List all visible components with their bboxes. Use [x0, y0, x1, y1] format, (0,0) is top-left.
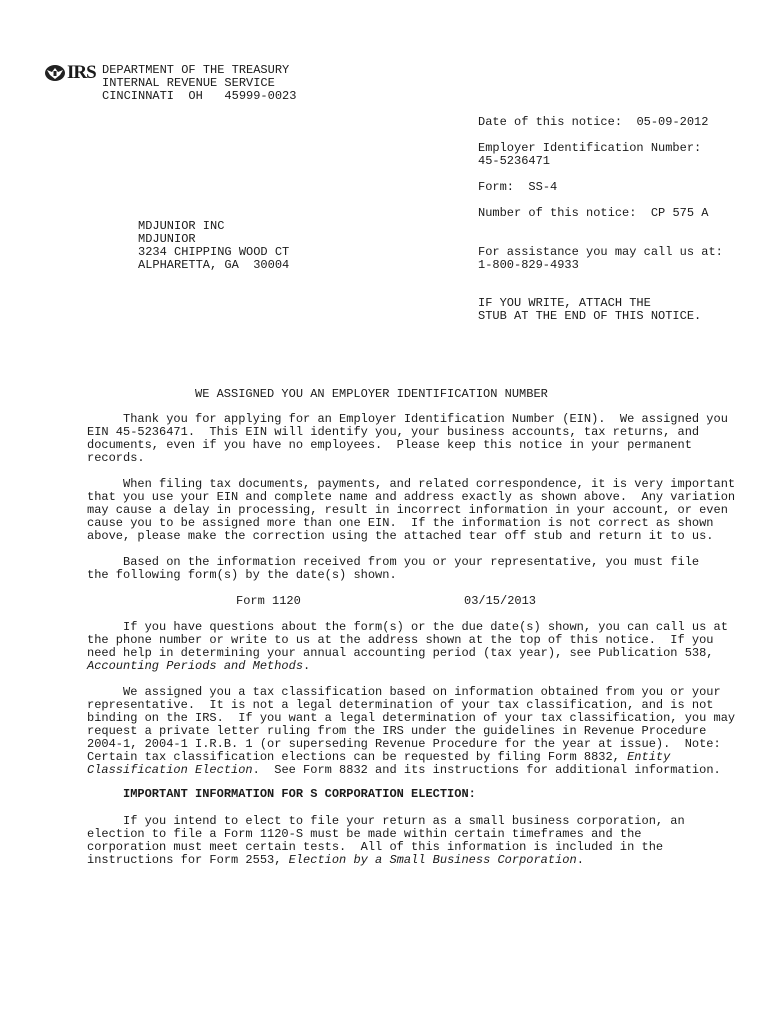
notice-title: WE ASSIGNED YOU AN EMPLOYER IDENTIFICATION NUMBER: [195, 387, 548, 401]
body-line: If you have questions about the form(s) or the due date(s) shown, you can call us at: [87, 620, 728, 634]
assistance-label: For assistance you may call us at:: [478, 245, 723, 259]
body-line: records.: [87, 451, 145, 465]
ein-label: Employer Identification Number:: [478, 141, 702, 155]
body-line: Accounting Periods and Methods.: [87, 659, 311, 673]
body-line: corporation must meet certain tests. All of this information is included in the: [87, 840, 664, 854]
irs-logo-text: IRS: [67, 62, 96, 83]
address-line: 3234 CHIPPING WOOD CT: [138, 245, 290, 259]
write-instruction-1: IF YOU WRITE, ATTACH THE: [478, 296, 651, 310]
header-city: CINCINNATI OH 45999-0023: [102, 89, 297, 103]
body-line: Certain tax classification elections can be requested by filing Form 8832, Entity: [87, 750, 671, 764]
form-type: Form: SS-4: [478, 180, 558, 194]
body-line: When filing tax documents, payments, and related correspondence, it is very important: [87, 477, 736, 491]
body-line: election to file a Form 1120-S must be made within certain timeframes and the: [87, 827, 642, 841]
required-form: Form 1120: [236, 594, 301, 608]
body-line: need help in determining your annual accounting period (tax year), see Publication 538,: [87, 646, 714, 660]
publication-title: Accounting Periods and Methods: [87, 659, 304, 673]
body-line: documents, even if you have no employees. Please keep this notice in your permanent: [87, 438, 692, 452]
body-line: 2004-1, 2004-1 I.R.B. 1 (or superseding Revenue Procedure for the year at issue). Note:: [87, 737, 721, 751]
assistance-phone: 1-800-829-4933: [478, 258, 579, 272]
body-line: may cause a delay in processing, result in incorrect information in your account, or even: [87, 503, 728, 517]
body-line: EIN 45-5236471. This EIN will identify you, your business accounts, tax returns, and: [87, 425, 700, 439]
body-line: above, please make the correction using the attached tear off stub and return it to us.: [87, 529, 714, 543]
ein-value: 45-5236471: [478, 154, 551, 168]
body-line: Classification Election. See Form 8832 and its instructions for additional information.: [87, 763, 721, 777]
body-line: representative. It is not a legal determination of your tax classification, and is not: [87, 698, 714, 712]
body-line: We assigned you a tax classification based on information obtained from you or your: [87, 685, 721, 699]
body-line: instructions for Form 2553, Election by a Small Business Corporation.: [87, 853, 584, 867]
body-line: Based on the information received from you or your representative, you must file: [87, 555, 700, 569]
address-line: MDJUNIOR: [138, 232, 196, 246]
eagle-seal-icon: [44, 64, 66, 82]
write-instruction-2: STUB AT THE END OF THIS NOTICE.: [478, 309, 702, 323]
header-agency: INTERNAL REVENUE SERVICE: [102, 76, 275, 90]
body-line: that you use your EIN and complete name and address exactly as shown above. Any variation: [87, 490, 736, 504]
address-line: MDJUNIOR INC: [138, 219, 225, 233]
body-line: Thank you for applying for an Employer Identification Number (EIN). We assigned you: [87, 412, 728, 426]
s-corp-heading: IMPORTANT INFORMATION FOR S CORPORATION ELECTION:: [123, 787, 476, 801]
notice-date: Date of this notice: 05-09-2012: [478, 115, 709, 129]
body-line: the phone number or write to us at the address shown at the top of this notice. If you: [87, 633, 714, 647]
required-form-date: 03/15/2013: [464, 594, 537, 608]
body-line: If you intend to elect to file your return as a small business corporation, an: [87, 814, 685, 828]
notice-number: Number of this notice: CP 575 A: [478, 206, 709, 220]
address-line: ALPHARETTA, GA 30004: [138, 258, 290, 272]
body-line: binding on the IRS. If you want a legal determination of your tax classification, you may: [87, 711, 736, 725]
body-line: cause you to be assigned more than one EIN. If the information is not correct as shown: [87, 516, 714, 530]
header-department: DEPARTMENT OF THE TREASURY: [102, 63, 290, 77]
body-line: the following form(s) by the date(s) shown.: [87, 568, 397, 582]
body-line: request a private letter ruling from the IRS under the guidelines in Revenue Procedure: [87, 724, 707, 738]
irs-logo: [44, 64, 96, 82]
